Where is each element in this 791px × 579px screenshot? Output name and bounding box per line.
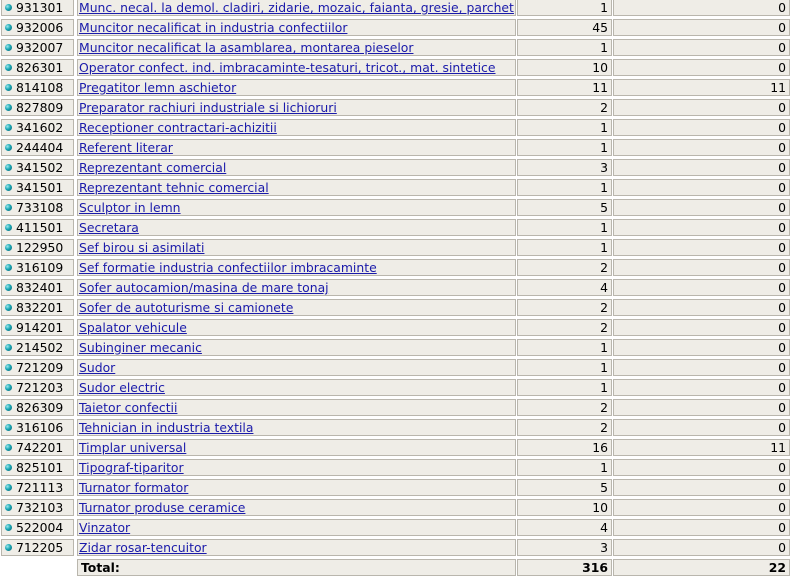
code-cell xyxy=(1,0,74,16)
occupation-link[interactable]: Tipograf-tiparitor xyxy=(79,460,184,475)
total-row xyxy=(0,558,791,578)
bullet-icon xyxy=(5,384,12,391)
count-2: 0 xyxy=(613,539,790,556)
name-cell xyxy=(77,159,516,176)
count-1: 5 xyxy=(517,479,612,496)
name-cell xyxy=(77,119,516,136)
name-cell xyxy=(77,379,516,396)
count-1: 2 xyxy=(517,259,612,276)
occupation-code: 742201 xyxy=(16,440,64,455)
table-row xyxy=(0,438,791,458)
code-cell xyxy=(1,459,74,476)
occupation-link[interactable]: Sofer autocamion/masina de mare tonaj xyxy=(79,280,329,295)
occupation-code: 826309 xyxy=(16,400,64,415)
bullet-icon xyxy=(5,424,12,431)
bullet-icon xyxy=(5,404,12,411)
bullet-icon xyxy=(5,504,12,511)
occupation-link[interactable]: Turnator formator xyxy=(79,480,189,495)
code-cell xyxy=(1,399,74,416)
count-1: 1 xyxy=(517,459,612,476)
count-2: 0 xyxy=(613,339,790,356)
occupation-code: 931301 xyxy=(16,0,64,15)
bullet-icon xyxy=(5,244,12,251)
table-row xyxy=(0,538,791,558)
occupation-code: 827809 xyxy=(16,100,64,115)
occupation-link[interactable]: Reprezentant tehnic comercial xyxy=(79,180,269,195)
table-row xyxy=(0,58,791,78)
occupation-link[interactable]: Receptioner contractari-achizitii xyxy=(79,120,277,135)
code-cell xyxy=(1,359,74,376)
count-2: 0 xyxy=(613,379,790,396)
count-1: 3 xyxy=(517,159,612,176)
count-1: 16 xyxy=(517,439,612,456)
bullet-icon xyxy=(5,484,12,491)
count-1: 5 xyxy=(517,199,612,216)
name-cell xyxy=(77,59,516,76)
bullet-icon xyxy=(5,264,12,271)
occupation-code: 914201 xyxy=(16,320,64,335)
occupation-code: 522004 xyxy=(16,520,64,535)
table-row xyxy=(0,258,791,278)
bullet-icon xyxy=(5,44,12,51)
name-cell xyxy=(77,219,516,236)
name-cell xyxy=(77,339,516,356)
count-2: 0 xyxy=(613,219,790,236)
code-cell xyxy=(1,339,74,356)
count-1: 10 xyxy=(517,59,612,76)
total-count-1: 316 xyxy=(517,559,612,576)
name-cell xyxy=(77,419,516,436)
table-row xyxy=(0,338,791,358)
occupation-code: 341602 xyxy=(16,120,64,135)
occupation-link[interactable]: Vinzator xyxy=(79,520,131,535)
count-1: 1 xyxy=(517,39,612,56)
count-2: 0 xyxy=(613,199,790,216)
occupation-code: 721209 xyxy=(16,360,64,375)
name-cell xyxy=(77,239,516,256)
bullet-icon xyxy=(5,204,12,211)
count-2: 0 xyxy=(613,119,790,136)
count-2: 0 xyxy=(613,259,790,276)
occupation-code: 341502 xyxy=(16,160,64,175)
bullet-icon xyxy=(5,24,12,31)
bullet-icon xyxy=(5,124,12,131)
occupation-link[interactable]: Spalator vehicule xyxy=(79,320,187,335)
name-cell xyxy=(77,299,516,316)
occupation-code: 341501 xyxy=(16,180,64,195)
bullet-icon xyxy=(5,4,12,11)
count-1: 4 xyxy=(517,519,612,536)
count-1: 1 xyxy=(517,0,612,16)
code-cell xyxy=(1,19,74,36)
count-2: 0 xyxy=(613,319,790,336)
count-1: 1 xyxy=(517,219,612,236)
name-cell xyxy=(77,0,516,16)
occupation-link[interactable]: Sudor xyxy=(79,360,116,375)
count-2: 0 xyxy=(613,479,790,496)
table-row xyxy=(0,318,791,338)
count-1: 2 xyxy=(517,399,612,416)
count-2: 0 xyxy=(613,59,790,76)
bullet-icon xyxy=(5,164,12,171)
occupation-link[interactable]: Reprezentant comercial xyxy=(79,160,227,175)
name-cell xyxy=(77,319,516,336)
count-1: 2 xyxy=(517,99,612,116)
occupation-link[interactable]: Sculptor in lemn xyxy=(79,200,181,215)
table-row xyxy=(0,518,791,538)
bullet-icon xyxy=(5,464,12,471)
count-1: 1 xyxy=(517,239,612,256)
code-cell xyxy=(1,279,74,296)
occupation-code: 411501 xyxy=(16,220,64,235)
occupation-code: 814108 xyxy=(16,80,64,95)
table-row xyxy=(0,238,791,258)
occupation-code: 721113 xyxy=(16,480,64,495)
code-cell xyxy=(1,479,74,496)
table-row xyxy=(0,0,791,18)
table-row xyxy=(0,218,791,238)
code-cell xyxy=(1,159,74,176)
code-cell xyxy=(1,379,74,396)
occupation-code: 932007 xyxy=(16,40,64,55)
table-row xyxy=(0,278,791,298)
occupation-link[interactable]: Timplar universal xyxy=(79,440,187,455)
count-2: 0 xyxy=(613,519,790,536)
name-cell xyxy=(77,39,516,56)
count-2: 0 xyxy=(613,139,790,156)
count-1: 2 xyxy=(517,299,612,316)
code-cell xyxy=(1,119,74,136)
occupation-code: 122950 xyxy=(16,240,64,255)
count-2: 11 xyxy=(613,439,790,456)
occupation-link[interactable]: Taietor confectii xyxy=(79,400,178,415)
table-row xyxy=(0,398,791,418)
bullet-icon xyxy=(5,364,12,371)
occupation-code: 832201 xyxy=(16,300,64,315)
table-row xyxy=(0,198,791,218)
bullet-icon xyxy=(5,444,12,451)
count-2: 0 xyxy=(613,19,790,36)
name-cell xyxy=(77,459,516,476)
occupation-code: 721203 xyxy=(16,380,64,395)
name-cell xyxy=(77,399,516,416)
table-row xyxy=(0,178,791,198)
count-1: 1 xyxy=(517,339,612,356)
count-2: 0 xyxy=(613,299,790,316)
bullet-icon xyxy=(5,184,12,191)
code-cell xyxy=(1,79,74,96)
occupation-link[interactable]: Zidar rosar-tencuitor xyxy=(79,540,207,555)
occupation-link[interactable]: Sofer de autoturisme si camionete xyxy=(79,300,294,315)
occupation-code: 712205 xyxy=(16,540,64,555)
occupation-code: 825101 xyxy=(16,460,64,475)
table-row xyxy=(0,118,791,138)
code-cell xyxy=(1,219,74,236)
table-row xyxy=(0,498,791,518)
count-1: 1 xyxy=(517,119,612,136)
occupation-link[interactable]: Munc. necal. la demol. cladiri, zidarie, mozaic, faianta, gresie, parchet xyxy=(79,0,514,15)
name-cell xyxy=(77,539,516,556)
bullet-icon xyxy=(5,144,12,151)
occupation-link[interactable]: Preparator rachiuri industriale si lichioruri xyxy=(79,100,337,115)
code-cell xyxy=(1,539,74,556)
occupation-link[interactable]: Sef birou si asimilati xyxy=(79,240,205,255)
count-1: 4 xyxy=(517,279,612,296)
name-cell xyxy=(77,179,516,196)
code-cell xyxy=(1,139,74,156)
name-cell xyxy=(77,139,516,156)
occupation-link[interactable]: Operator confect. ind. imbracaminte-tesaturi, tricot., mat. sintetice xyxy=(79,60,496,75)
table-row xyxy=(0,458,791,478)
code-cell xyxy=(1,199,74,216)
bullet-icon xyxy=(5,224,12,231)
occupation-code: 826301 xyxy=(16,60,64,75)
code-cell xyxy=(1,319,74,336)
occupation-link[interactable]: Sef formatie industria confectiilor imbracaminte xyxy=(79,260,377,275)
occupation-link[interactable]: Muncitor necalificat in industria confectiilor xyxy=(79,20,348,35)
occupation-code: 732103 xyxy=(16,500,64,515)
code-cell xyxy=(1,259,74,276)
name-cell xyxy=(77,259,516,276)
count-1: 1 xyxy=(517,379,612,396)
count-1: 11 xyxy=(517,79,612,96)
table-row xyxy=(0,98,791,118)
occupation-link[interactable]: Sudor electric xyxy=(79,380,165,395)
total-count-2: 22 xyxy=(613,559,790,576)
name-cell xyxy=(77,439,516,456)
total-label: Total: xyxy=(81,560,120,575)
occupation-code: 244404 xyxy=(16,140,64,155)
table-row xyxy=(0,418,791,438)
count-2: 0 xyxy=(613,179,790,196)
bullet-icon xyxy=(5,544,12,551)
occupation-code: 932006 xyxy=(16,20,64,35)
count-1: 45 xyxy=(517,19,612,36)
occupation-code: 832401 xyxy=(16,280,64,295)
name-cell xyxy=(77,279,516,296)
total-label-cell xyxy=(77,559,516,576)
table-row xyxy=(0,298,791,318)
table-row xyxy=(0,18,791,38)
code-cell xyxy=(1,59,74,76)
code-cell xyxy=(1,519,74,536)
occupation-link[interactable]: Muncitor necalificat la asamblarea, montarea pieselor xyxy=(79,40,414,55)
table-row xyxy=(0,138,791,158)
occupation-link[interactable]: Pregatitor lemn aschietor xyxy=(79,80,237,95)
name-cell xyxy=(77,199,516,216)
occupation-code: 316109 xyxy=(16,260,64,275)
code-cell xyxy=(1,239,74,256)
name-cell xyxy=(77,99,516,116)
table-row xyxy=(0,158,791,178)
count-1: 10 xyxy=(517,499,612,516)
table-row xyxy=(0,78,791,98)
bullet-icon xyxy=(5,84,12,91)
bullet-icon xyxy=(5,304,12,311)
code-cell xyxy=(1,499,74,516)
name-cell xyxy=(77,359,516,376)
name-cell xyxy=(77,479,516,496)
count-2: 0 xyxy=(613,359,790,376)
occupation-code: 316106 xyxy=(16,420,64,435)
bullet-icon xyxy=(5,324,12,331)
count-1: 2 xyxy=(517,319,612,336)
table-row xyxy=(0,358,791,378)
count-2: 11 xyxy=(613,79,790,96)
code-cell xyxy=(1,419,74,436)
bullet-icon xyxy=(5,104,12,111)
occupation-code: 214502 xyxy=(16,340,64,355)
count-2: 0 xyxy=(613,459,790,476)
code-cell xyxy=(1,299,74,316)
bullet-icon xyxy=(5,284,12,291)
bullet-icon xyxy=(5,524,12,531)
name-cell xyxy=(77,79,516,96)
occupation-link[interactable]: Secretara xyxy=(79,220,139,235)
count-1: 2 xyxy=(517,419,612,436)
code-cell xyxy=(1,99,74,116)
code-cell xyxy=(1,439,74,456)
occupation-link[interactable]: Tehnician in industria textila xyxy=(79,420,254,435)
bullet-icon xyxy=(5,344,12,351)
occupation-link[interactable]: Referent literar xyxy=(79,140,173,155)
count-2: 0 xyxy=(613,39,790,56)
count-2: 0 xyxy=(613,0,790,16)
occupation-link[interactable]: Turnator produse ceramice xyxy=(79,500,246,515)
count-2: 0 xyxy=(613,279,790,296)
count-1: 1 xyxy=(517,359,612,376)
count-2: 0 xyxy=(613,419,790,436)
table-row xyxy=(0,378,791,398)
table-row xyxy=(0,478,791,498)
count-1: 1 xyxy=(517,179,612,196)
count-1: 3 xyxy=(517,539,612,556)
count-2: 0 xyxy=(613,99,790,116)
name-cell xyxy=(77,499,516,516)
name-cell xyxy=(77,19,516,36)
table-row xyxy=(0,38,791,58)
count-2: 0 xyxy=(613,239,790,256)
count-2: 0 xyxy=(613,399,790,416)
code-cell xyxy=(1,39,74,56)
occupation-link[interactable]: Subinginer mecanic xyxy=(79,340,202,355)
count-2: 0 xyxy=(613,159,790,176)
count-1: 1 xyxy=(517,139,612,156)
code-cell xyxy=(1,179,74,196)
count-2: 0 xyxy=(613,499,790,516)
occupation-code: 733108 xyxy=(16,200,64,215)
bullet-icon xyxy=(5,64,12,71)
name-cell xyxy=(77,519,516,536)
